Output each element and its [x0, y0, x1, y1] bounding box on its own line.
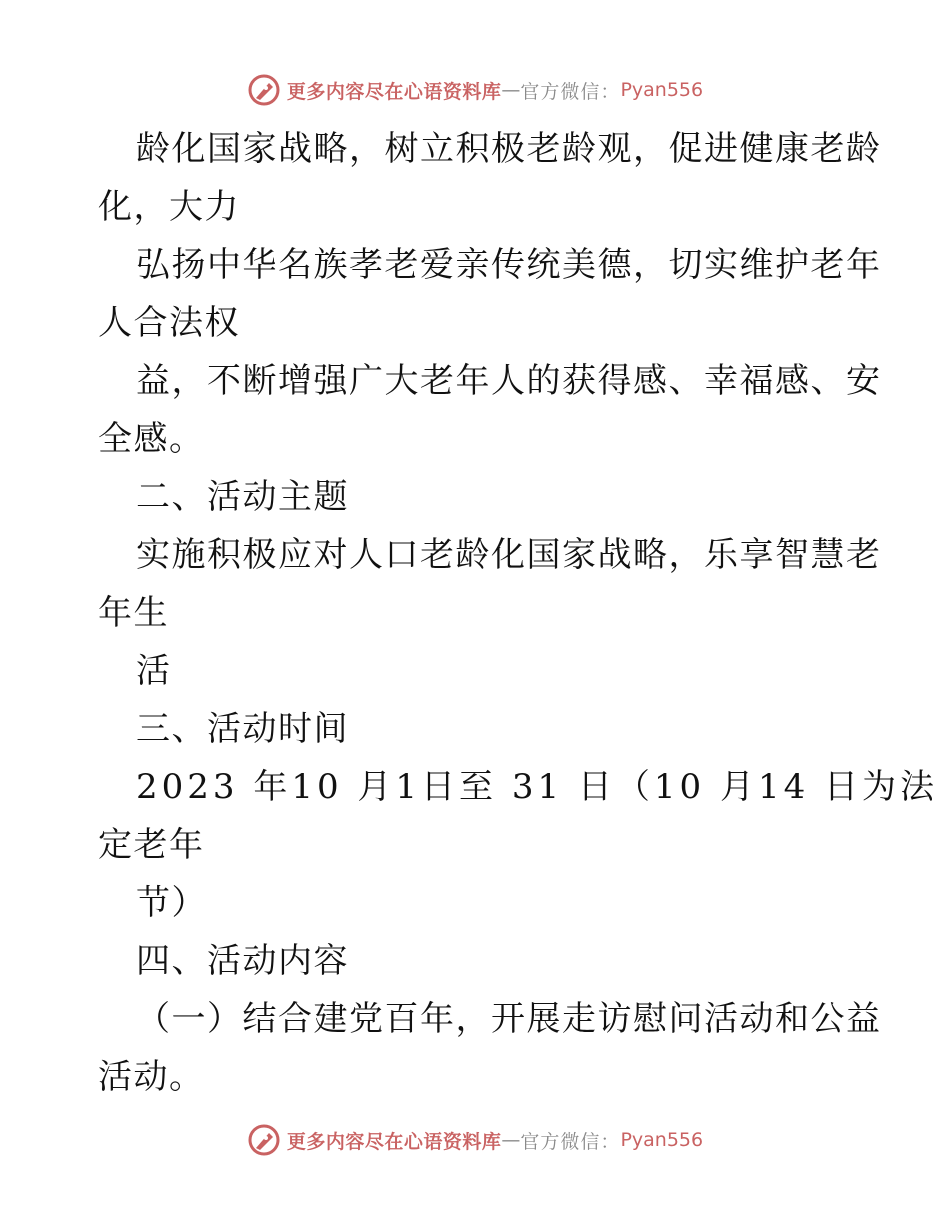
- watermark-separator: —: [501, 79, 521, 101]
- watermark-sub-text: 官方微信：: [520, 1130, 621, 1153]
- body-line: 人合法权: [98, 303, 240, 343]
- body-line: （一）结合建党百年，开展走访慰问活动和公益: [136, 999, 882, 1039]
- header-watermark: [0, 70, 950, 110]
- body-line: 节）: [136, 883, 207, 923]
- body-line: 益，不断增强广大老年人的获得感、幸福感、安: [136, 361, 882, 401]
- body-line: 2023 年10 月1日至 31 日（10 月14 日为法: [136, 767, 939, 807]
- watermark-main-text: 更多内容尽在心语资料库: [286, 1130, 502, 1153]
- body-line: 龄化国家战略，树立积极老龄观，促进健康老龄: [136, 129, 882, 169]
- section-heading: 四、活动内容: [136, 941, 349, 981]
- watermark-id-text: Pyan556: [620, 79, 704, 101]
- body-line: 实施积极应对人口老龄化国家战略，乐享智慧老: [136, 535, 882, 575]
- section-heading: 二、活动主题: [136, 477, 349, 517]
- section-heading: 三、活动时间: [136, 709, 349, 749]
- document-body: [98, 120, 939, 1106]
- watermark-id-text: Pyan556: [620, 1129, 704, 1151]
- body-line: 活: [136, 651, 172, 691]
- body-line: 弘扬中华名族孝老爱亲传统美德，切实维护老年: [136, 245, 882, 285]
- body-line: 活动。: [98, 1057, 205, 1097]
- pen-nib-logo-icon: [247, 73, 281, 107]
- watermark-main-text: 更多内容尽在心语资料库: [286, 80, 502, 103]
- body-line: 年生: [98, 593, 169, 633]
- body-line: 化，大力: [98, 187, 240, 227]
- watermark-sub-text: 官方微信：: [520, 80, 621, 103]
- watermark-separator: —: [501, 1129, 521, 1151]
- footer-watermark: [0, 1120, 950, 1160]
- body-line: 全感。: [98, 419, 205, 459]
- body-line: 定老年: [98, 825, 205, 865]
- pen-nib-logo-icon: [247, 1123, 281, 1157]
